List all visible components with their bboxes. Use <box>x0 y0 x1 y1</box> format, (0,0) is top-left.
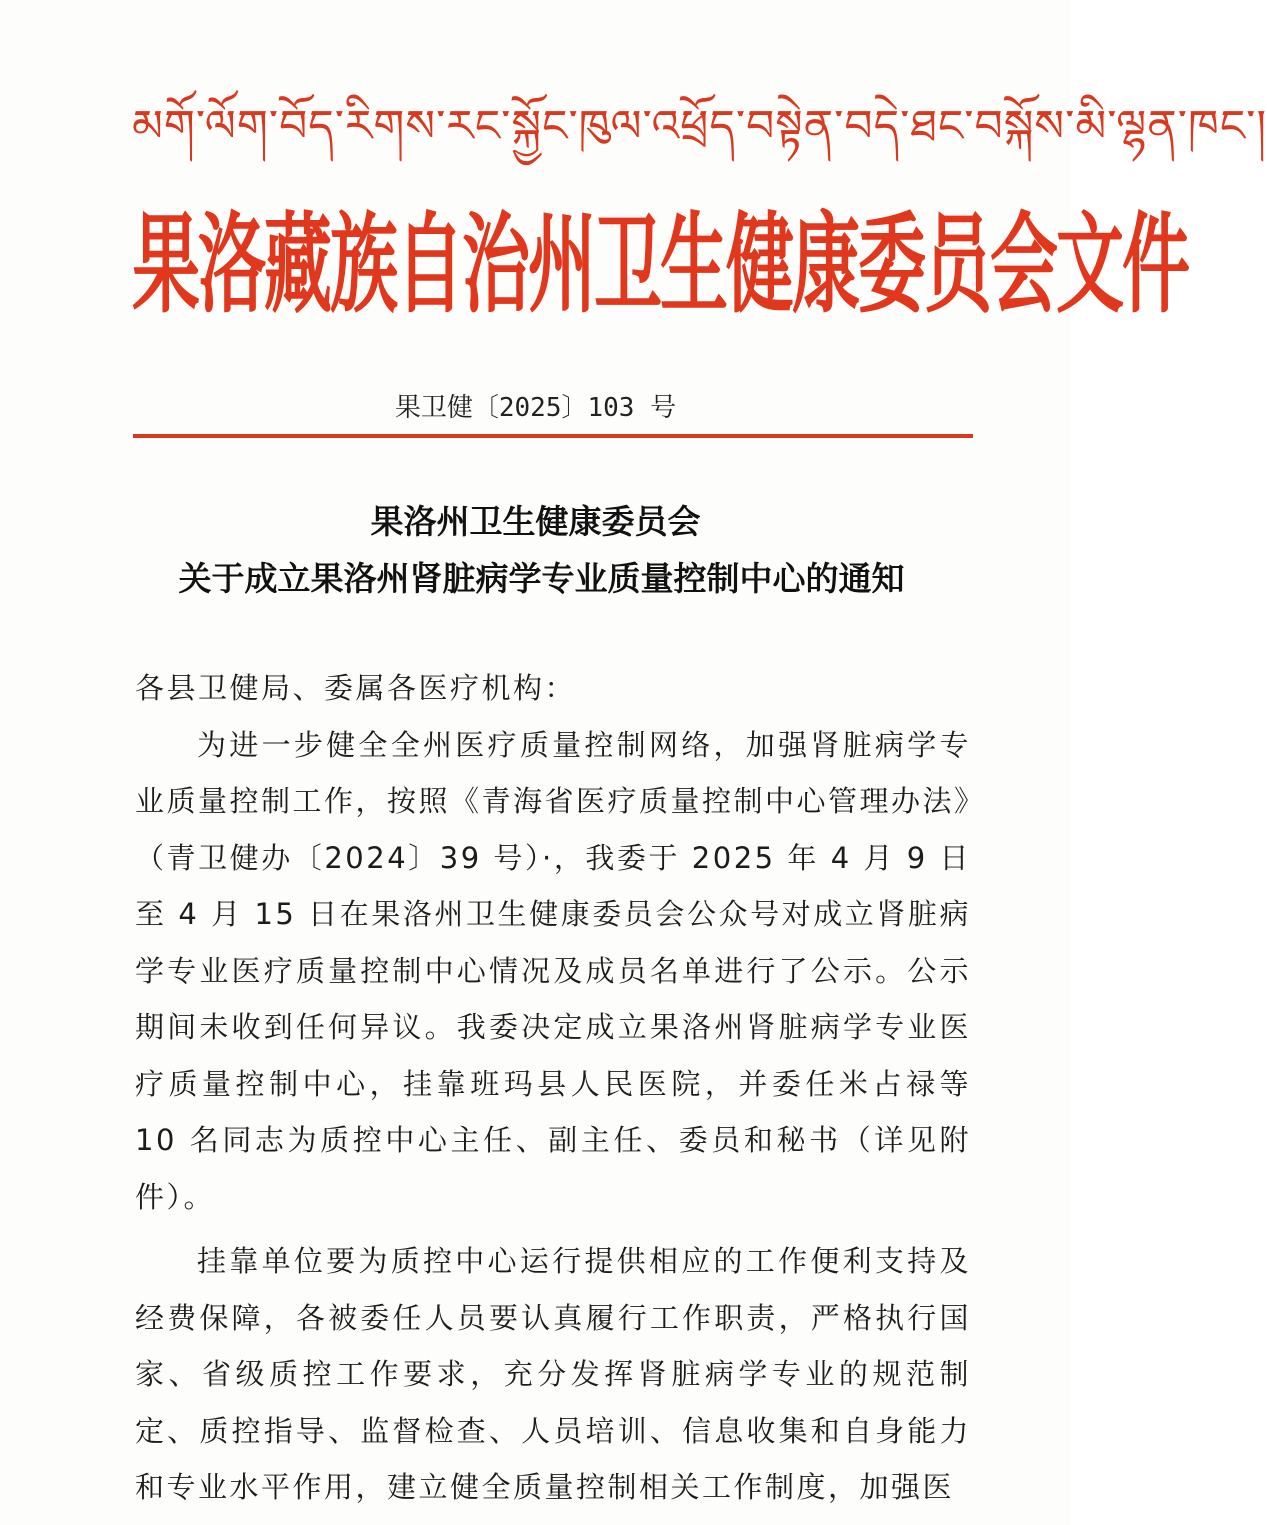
notice-title-line-1: 果洛州卫生健康委员会 <box>370 502 701 541</box>
paragraph-gap <box>135 1225 971 1233</box>
notice-body <box>135 660 971 1516</box>
tibetan-org-name: མགོ་ལོག་བོད་རིགས་རང་སྐྱོང་ཁུལ་འཕྲོད་བསྟེན་བདེ་ཐང་བསྐོས་མི་ལྷན་ཁང་། <box>132 101 1267 152</box>
notice-title-line-2: 关于成立果洛州肾脏病学专业质量控制中心的通知 <box>178 559 905 598</box>
body-paragraph-1: 为进一步健全全州医疗质量控制网络，加强肾脏病学专业质量控制工作，按照《青海省医疗质量控制中心管理办法》（青卫健办〔2024〕39 号）·，我委于 2025 年 4 月 9 日至 4 月 15 日在果洛州卫生健康委员会公众号对成立肾脏病学专业医疗质量控制中心情况及成员名单进行了公示。公示期间未收到任何异议。我委决定成立果洛州肾脏病学专业医疗质量控制中心，挂靠班玛县人民医院，并委任米占禄等 10 名同志为质控中心主任、副主任、委员和秘书（详见附件）。 <box>135 727 972 1214</box>
body-paragraph-2: 挂靠单位要为质控中心运行提供相应的工作便利支持及经费保障，各被委任人员要认真履行工作职责，严格执行国家、省级质控工作要求，充分发挥肾脏病学专业的规范制定、质控指导、监督检查、人员培训、信息收集和自身能力和专业水平作用，建立健全质量控制相关工作制度，加强医 <box>135 1244 971 1504</box>
document-number: 果卫健〔2025〕103 号 <box>394 393 677 423</box>
salutation: 各县卫健局、委属各医疗机构： <box>135 671 577 705</box>
header-red-divider <box>133 434 973 438</box>
document-header-title: 果洛藏族自治州卫生健康委员会文件 <box>132 203 1189 330</box>
